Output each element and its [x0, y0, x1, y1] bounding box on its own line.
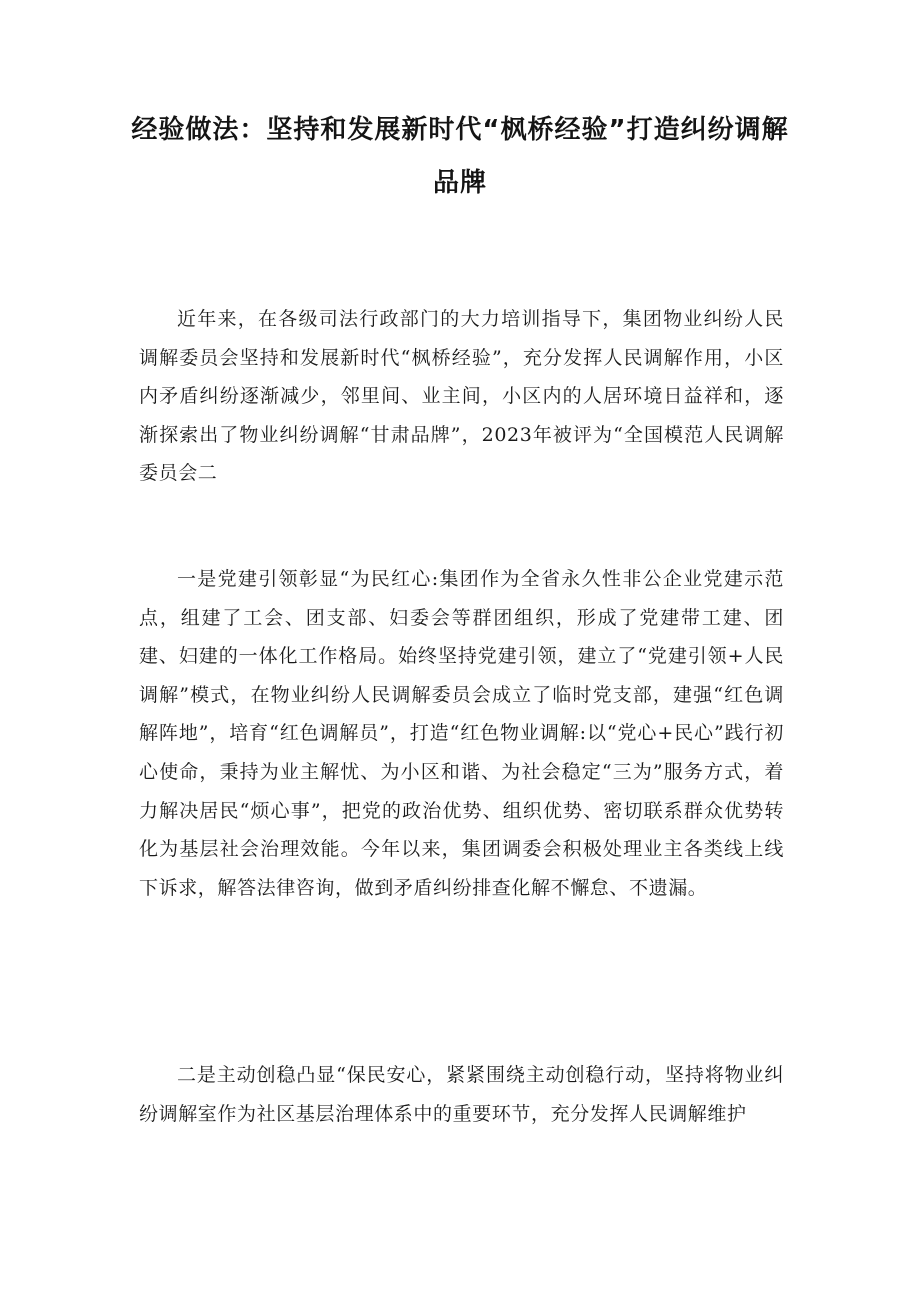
paragraph-party-building: 一是党建引领彰显“为民红心:集团作为全省永久性非公企业党建示范点，组建了工会、团支部、妇委会等群团组织，形成了党建带工建、团建、妇建的一体化工作格局。始终坚持党建引领，建立了“党建引领+人民调解”模式，在物业纠纷人民调解委员会成立了临时党支部，建强“红色调解阵地”，培育“红色调解员”，打造“红色物业调解:以“党心+民心”践行初心使命，秉持为业主解忧、为小区和谐、为社会稳定“三为”服务方式，着力解决居民“烦心事”，把党的政治优势、组织优势、密切联系群众优势转化为基层社会治理效能。今年以来，集团调委会积极处理业主各类线上线下诉求，解答法律咨询，做到矛盾纠纷排查化解不懈怠、不遗漏。	[139, 568, 784, 899]
paragraph-intro: 近年来，在各级司法行政部门的大力培训指导下，集团物业纠纷人民调解委员会坚持和发展新时代“枫桥经验”，充分发挥人民调解作用，小区内矛盾纠纷逐渐减少，邻里间、业主间，小区内的人居环境日益祥和，逐渐探索出了物业纠纷调解“甘肃品牌”，2023年被评为“全国模范人民调解委员会二	[139, 308, 784, 485]
document-title: 经验做法：坚持和发展新时代“枫桥经验”打造纠纷调解品牌	[131, 115, 789, 198]
paragraph-stability: 二是主动创稳凸显“保民安心，紧紧围绕主动创稳行动，坚持将物业纠纷调解室作为社区基层治理体系中的重要环节，充分发挥人民调解维护	[139, 1064, 784, 1125]
